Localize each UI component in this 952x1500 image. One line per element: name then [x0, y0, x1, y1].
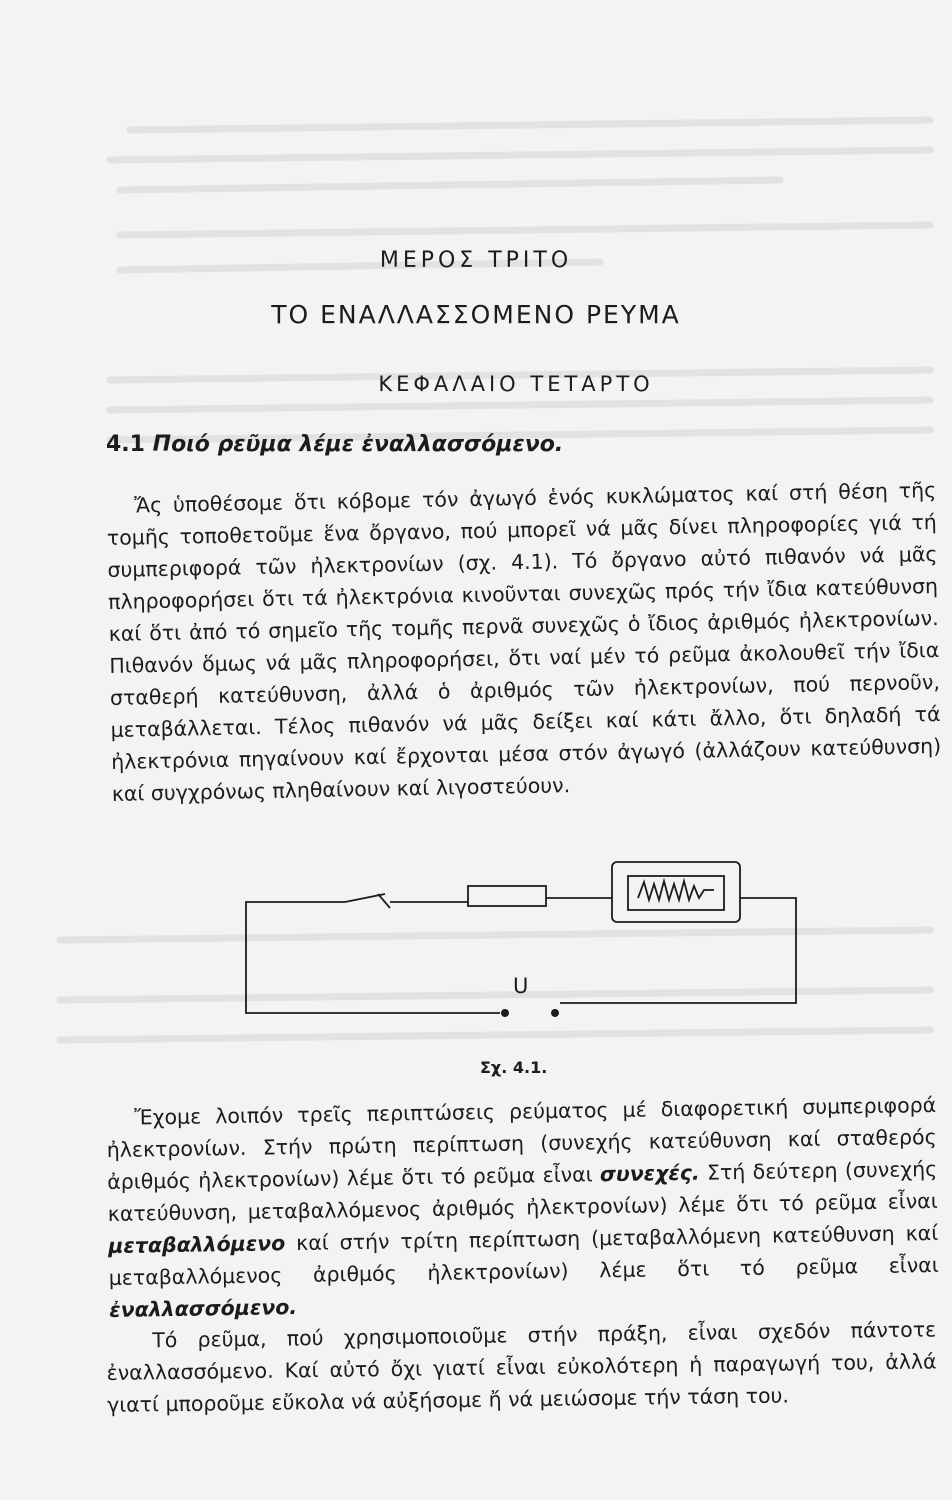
- paragraph-2-part-2: Στή δεύτερη (συνεχής κατεύθυνση, μεταβαλλόμενος ἀριθμός ἠλεκτρονίων) λέμε ὅτι τό ρεῦμα εἶναι: [107, 1156, 938, 1226]
- part-title: ΤΟ ΕΝΑΛΛΑΣΣΟΜΕΝΟ ΡΕΥΜΑ: [271, 300, 681, 329]
- figure-caption: Σχ. 4.1.: [480, 1058, 548, 1077]
- chapter-heading: ΚΕΦΑΛΑΙΟ ΤΕΤΑΡΤΟ: [378, 372, 654, 396]
- paragraph-1: Ἄς ὑποθέσομε ὅτι κόβομε τόν ἀγωγό ἑνός κυκλώματος καί στή θέση τῆς τομῆς τοποθετοῦμε ἕνα ὄργανο, πού μπορεῖ νά μᾶς δίνει πληροφορίες γιά τή συμπεριφορά τῶν ἠλεκτρονίων (σχ. 4.1). Τό ὄργανο αὐτό πιθανόν νά μᾶς πληροφορήσει ὅτι τά ἠλεκτρόνια κινοῦνται συνεχῶς πρός τήν ἴδια κατεύθυνση καί ὅτι ἀπό τό σημεῖο τῆς τομῆς περνᾶ συνεχῶς ὁ ἴδιος ἀριθμός ἠλεκτρονίων. Πιθανόν ὅμως νά μᾶς πληροφορήσει, ὅτι ναί μέν τό ρεῦμα ἀκολουθεῖ τήν ἴδια σταθερή κατεύθυνση, ἀλλά ὁ ἀριθμός τῶν ἠλεκτρονίων, πού περνοῦν, μεταβάλλεται. Τέλος πιθανόν νά μᾶς δείξει καί κάτι ἄλλο, ὅτι δηλαδή τά ἠλεκτρόνια πηγαίνουν καί ἔρχονται μέσα στόν ἀγωγό (ἀλλάζουν κατεύθυνση) καί συγχρόνως πληθαίνουν καί λιγοστεύουν.: [106, 478, 942, 806]
- terminal-right: [551, 1009, 559, 1017]
- term-variable: μεταβαλλόμενο: [108, 1231, 286, 1258]
- circuit-diagram: [230, 850, 820, 1040]
- wire-right: [560, 898, 796, 1003]
- section-title: Ποιό ρεῦμα λέμε ἐναλλασσόμενο.: [152, 432, 564, 457]
- switch-contact: [378, 894, 390, 908]
- section-number: 4.1: [106, 432, 145, 457]
- paragraph-2-part-1: Ἔχομε λοιπόν τρεῖς περιπτώσεις ρεύματος μέ διαφορετική συμπεριφορά ἠλεκτρονίων. Στήν πρώτη περίπτωση (συνεχής κατεύθυνση καί σταθερός ἀριθμός ἠλεκτρονίων) λέμε ὅτι τό ρεῦμα εἶναι: [106, 1092, 937, 1194]
- voltage-label: U: [513, 974, 529, 998]
- paragraph-3: Τό ρεῦμα, πού χρησιμοποιοῦμε στήν πράξη, εἶναι σχεδόν πάντοτε ἐναλλασσόμενο. Καί αὐτό ὄχι γιατί εἶναι εὐκολότερη ἡ παραγωγή του, ἀλλά γιατί μποροῦμε εὔκολα νά αὐξήσομε ἤ νά μειώσομε τήν τάση του.: [106, 1317, 937, 1417]
- term-continuous: συνεχές.: [599, 1160, 700, 1187]
- meter-trace: [638, 881, 714, 900]
- fuse-symbol: [468, 886, 546, 906]
- part-heading: ΜΕΡΟΣ ΤΡΙΤΟ: [379, 248, 573, 273]
- wire-left-top: [246, 902, 500, 1013]
- paragraph-2-part-3: καί στήν τρίτη περίπτωση (μεταβαλλόμενη κατεύθυνση καί μεταβαλλόμενος ἀριθμός ἠλεκτρονίων) λέμε ὅτι τό ρεῦμα εἶναι: [108, 1220, 939, 1290]
- terminal-left: [501, 1009, 509, 1017]
- term-alternating: ἐναλλασσόμενο.: [109, 1295, 298, 1322]
- paragraph-2: [106, 1089, 939, 1326]
- section-heading: [106, 432, 563, 457]
